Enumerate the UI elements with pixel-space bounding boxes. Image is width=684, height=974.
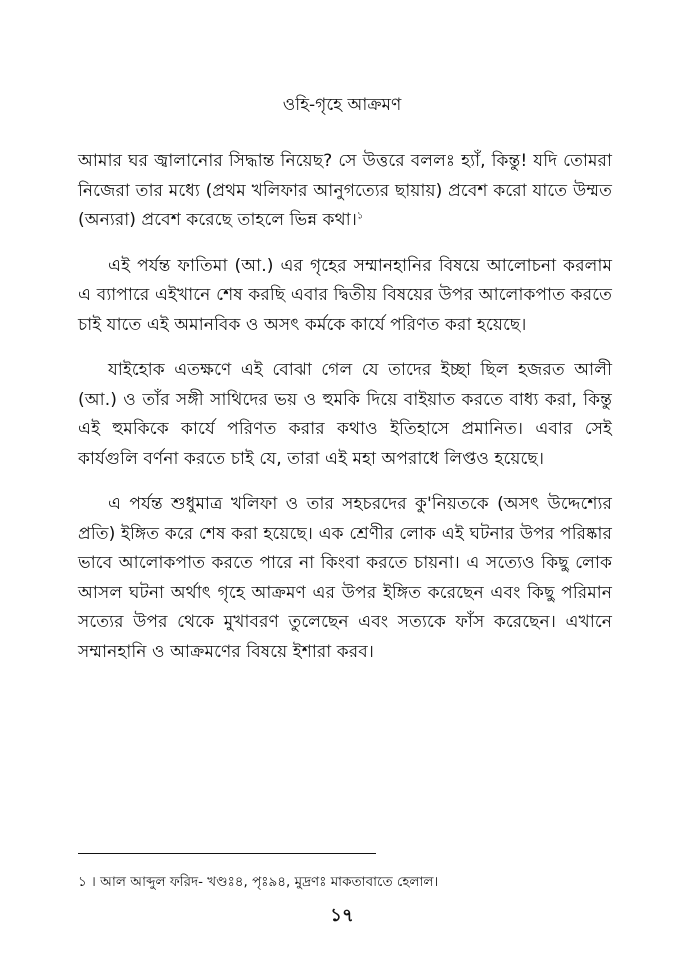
body-text (78, 147, 612, 683)
paragraph-2: এই পর্যন্ত ফাতিমা (আ.) এর গৃহের সম্মানহানির বিষয়ে আলোচনা করলাম এ ব্যাপারে এইখানে শেষ করছি এবার দ্বিতীয় বিষয়ের উপর আলোকপাত করতে চাই যাতে এই অমানবিক ও অসৎ কর্মকে কার্যে পরিণত করা হয়েছে। (78, 255, 612, 335)
paragraph-text: আমার ঘর জ্বালানোর সিদ্ধান্ত নিয়েছ? সে উত্তরে বললঃ হ্যাঁ, কিন্তু! যদি তোমরা নিজেরা তার মধ্যে (প্রথম খলিফার আনুগত্যের ছায়ায়) প্রবেশ করো যাতে উম্মত (অন্যরা) প্রবেশ করেছে তাহলে ভিন্ন কথা। (78, 151, 612, 230)
paragraph-1 (78, 147, 612, 236)
page-number: ১৭ (330, 905, 354, 926)
footnote: ১ । আল আব্দুল ফরিদ- খণ্ডঃ৪, পৃঃ৯৪, মুদ্রণঃ মাকতাবাতে হেলাল। (78, 874, 439, 890)
running-header-title: ওহি-গৃহে আক্রমণ (282, 95, 402, 115)
paragraph-4: এ পর্যন্ত শুধুমাত্র খলিফা ও তার সহচরদের কু'নিয়তকে (অসৎ উদ্দেশ্যের প্রতি) ইঙ্গিত করে শেষ করা হয়েছে। এক শ্রেণীর লোক এই ঘটনার উপর পরিষ্কার ভাবে আলোকপাত করতে পারে না কিংবা করতে চায়না। এ সত্যেও কিছু লোক আসল ঘটনা অর্থাৎ গৃহে আক্রমণ এর উপর ইঙ্গিত করেছেন এবং কিছু পরিমান সত্যের উপর থেকে মুখাবরণ তুলেছেন এবং সত্যকে ফাঁস করেছেন। এখানে সম্মানহানি ও আক্রমণের বিষয়ে ইশারা করব। (78, 494, 612, 662)
footnote-separator (78, 853, 376, 854)
paragraph-3: যাইহোক এতক্ষণে এই বোঝা গেল যে তাদের ইচ্ছা ছিল হজরত আলী (আ.) ও তাঁর সঙ্গী সাথিদের ভয় ও হুমকি দিয়ে বাইয়াত করতে বাধ্য করা, কিন্তু এই হুমকিকে কার্যে পরিণত করার কথাও ইতিহাসে প্রমানিত। এবার সেই কার্যগুলি বর্ণনা করতে চাই যে, তারা এই মহা অপরাধে লিপ্তও হয়েছে। (78, 360, 612, 469)
footnote-reference[interactable]: ১ (356, 210, 364, 222)
